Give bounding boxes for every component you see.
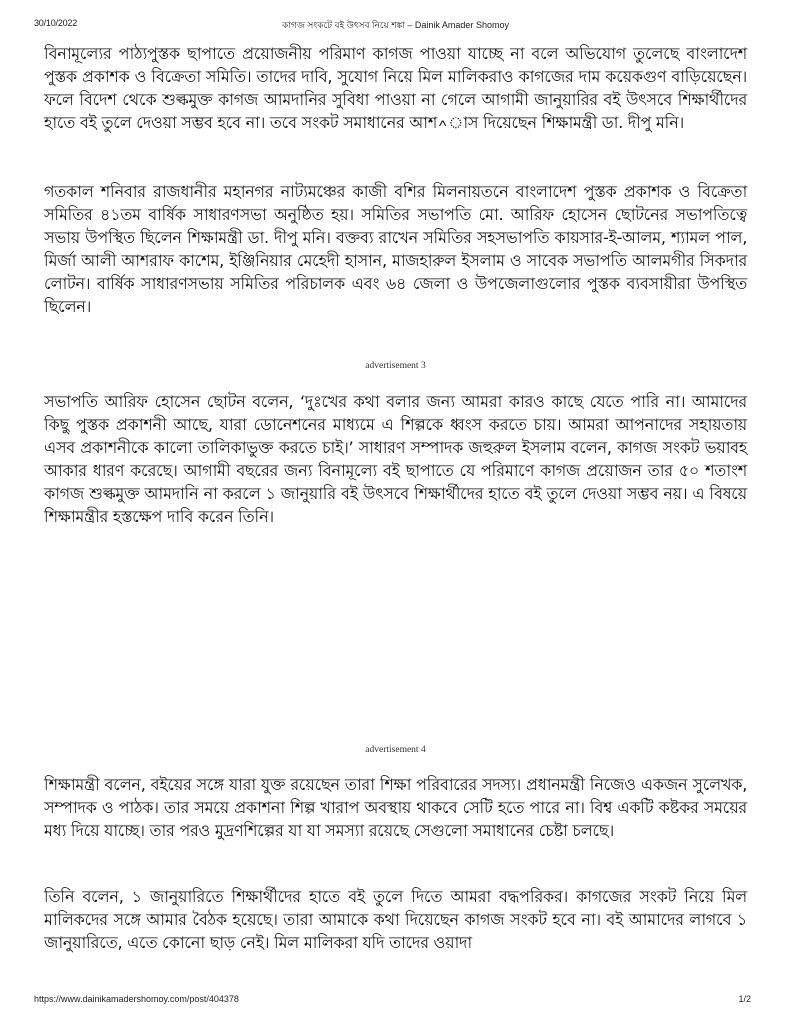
article-paragraph: বিনামূল্যের পাঠ্যপুস্তক ছাপাতে প্রয়োজনীয় পরিমাণ কাগজ পাওয়া যাচ্ছে না বলে অভিযোগ তুলেছে বাংলাদেশ পুস্তক প্রকাশক ও বিক্রেতা সমিতি। তাদের দাবি, সুযোগ নিয়ে মিল মালিকরাও কাগজের দাম কয়েকগুণ বাড়িয়েছেন। ফলে বিদেশ থেকে শুল্কমুক্ত কাগজ আমদানির সুবিধা পাওয়া না গেলে আগামী জানুয়ারির বই উৎসবে শিক্ষার্থীদের হাতে বই তুলে দেওয়া সম্ভব হবে না। তবে সংকট সমাধানের আশ^াস দিয়েছেন শিক্ষামন্ত্রী ডা. দীপু মনি। (44, 44, 747, 132)
article-paragraph: গতকাল শনিবার রাজধানীর মহানগর নাট্যমঞ্চের কাজী বশির মিলনায়তনে বাংলাদেশ পুস্তক প্রকাশক ও বিক্রেতা সমিতির ৪১তম বার্ষিক সাধারণসভা অনুষ্ঠিত হয়। সমিতির সভাপতি মো. আরিফ হোসেন ছোটনের সভাপতিত্বে সভায় উপস্থিত ছিলেন শিক্ষামন্ত্রী ডা. দীপু মনি। বক্তব্য রাখেন সমিতির সহসভাপতি কায়সার-ই-আলম, শ্যামল পাল, মির্জা আলী আশরাফ কাশেম, ইঞ্জিনিয়ার মেহেদী হাসান, মাজহারুল ইসলাম ও সাবেক সভাপতি আলমগীর সিকদার লোটন। বার্ষিক সাধারণসভায় সমিতির পরিচালক এবং ৬৪ জেলা ও উপজেলাগুলোর পুস্তক ব্যবসায়ীরা উপস্থিত ছিলেন। (44, 182, 747, 316)
advertisement-label: advertisement 4 (365, 745, 426, 755)
article-paragraph: সভাপতি আরিফ হোসেন ছোটন বলেন, ‘দুঃখের কথা বলার জন্য আমরা কারও কাছে যেতে পারি না। আমাদের কিছু পুস্তক প্রকাশনী আছে, যারা ডোনেশনের মাধ্যমে এ শিল্পকে ধ্বংস করতে চায়। আমরা আপনাদের সহায়তায় এসব প্রকাশনীকে কালো তালিকাভুক্ত করতে চাই।’ সাধারণ সম্পাদক জহুরুল ইসলাম বলেন, কাগজ সংকট ভয়াবহ আকার ধারণ করেছে। আগামী বছরের জন্য বিনামূল্যে বই ছাপাতে যে পরিমাণে কাগজ প্রয়োজন তার ৫০ শতাংশ কাগজ শুল্কমুক্ত আমদানি না করলে ১ জানুয়ারি বই উৎসবে শিক্ষার্থীদের হাতে বই তুলে দেওয়া সম্ভব নয়। এ বিষয়ে শিক্ষামন্ত্রীর হস্তক্ষেপ দাবি করেন তিনি। (44, 392, 747, 526)
article-block (44, 773, 747, 856)
article-block (44, 390, 747, 542)
article-block (44, 885, 747, 968)
article-block (44, 42, 747, 148)
article-paragraph: শিক্ষামন্ত্রী বলেন, বইয়ের সঙ্গে যারা যুক্ত রয়েছেন তারা শিক্ষা পরিবারের সদস্য। প্রধানমন্ত্রী নিজেও একজন সুলেখক, সম্পাদক ও পাঠক। তার সময়ে প্রকাশনা শিল্প খারাপ অবস্থায় থাকবে সেটি হতে পারে না। বিশ্ব একটি কষ্টকর সময়ের মধ্য দিয়ে যাচ্ছে। তার পরও মুদ্রণশিল্পের যা যা সমস্যা রয়েছে সেগুলো সমাধানের চেষ্টা চলছে। (44, 775, 747, 840)
advertisement-label: advertisement 3 (365, 361, 426, 371)
page-number: 1/2 (738, 994, 751, 1004)
page-title: কাগজ সংকটে বই উৎসব নিয়ে শঙ্কা – Dainik Amader Shomoy (282, 20, 509, 30)
article-block (44, 180, 747, 332)
page-url[interactable]: https://www.dainikamadershomoy.com/post/404378 (34, 994, 239, 1004)
print-date: 30/10/2022 (34, 18, 78, 28)
article-paragraph: তিনি বলেন, ১ জানুয়ারিতে শিক্ষার্থীদের হাতে বই তুলে দিতে আমরা বদ্ধপরিকর। কাগজের সংকট নিয়ে মিল মালিকদের সঙ্গে আমার বৈঠক হয়েছে। তারা আমাকে কথা দিয়েছেন কাগজ সংকট হবে না। বই আমাদের লাগবে ১ জানুয়ারিতে, এতে কোনো ছাড় নেই। মিল মালিকরা যদি তাদের ওয়াদা (44, 887, 747, 952)
